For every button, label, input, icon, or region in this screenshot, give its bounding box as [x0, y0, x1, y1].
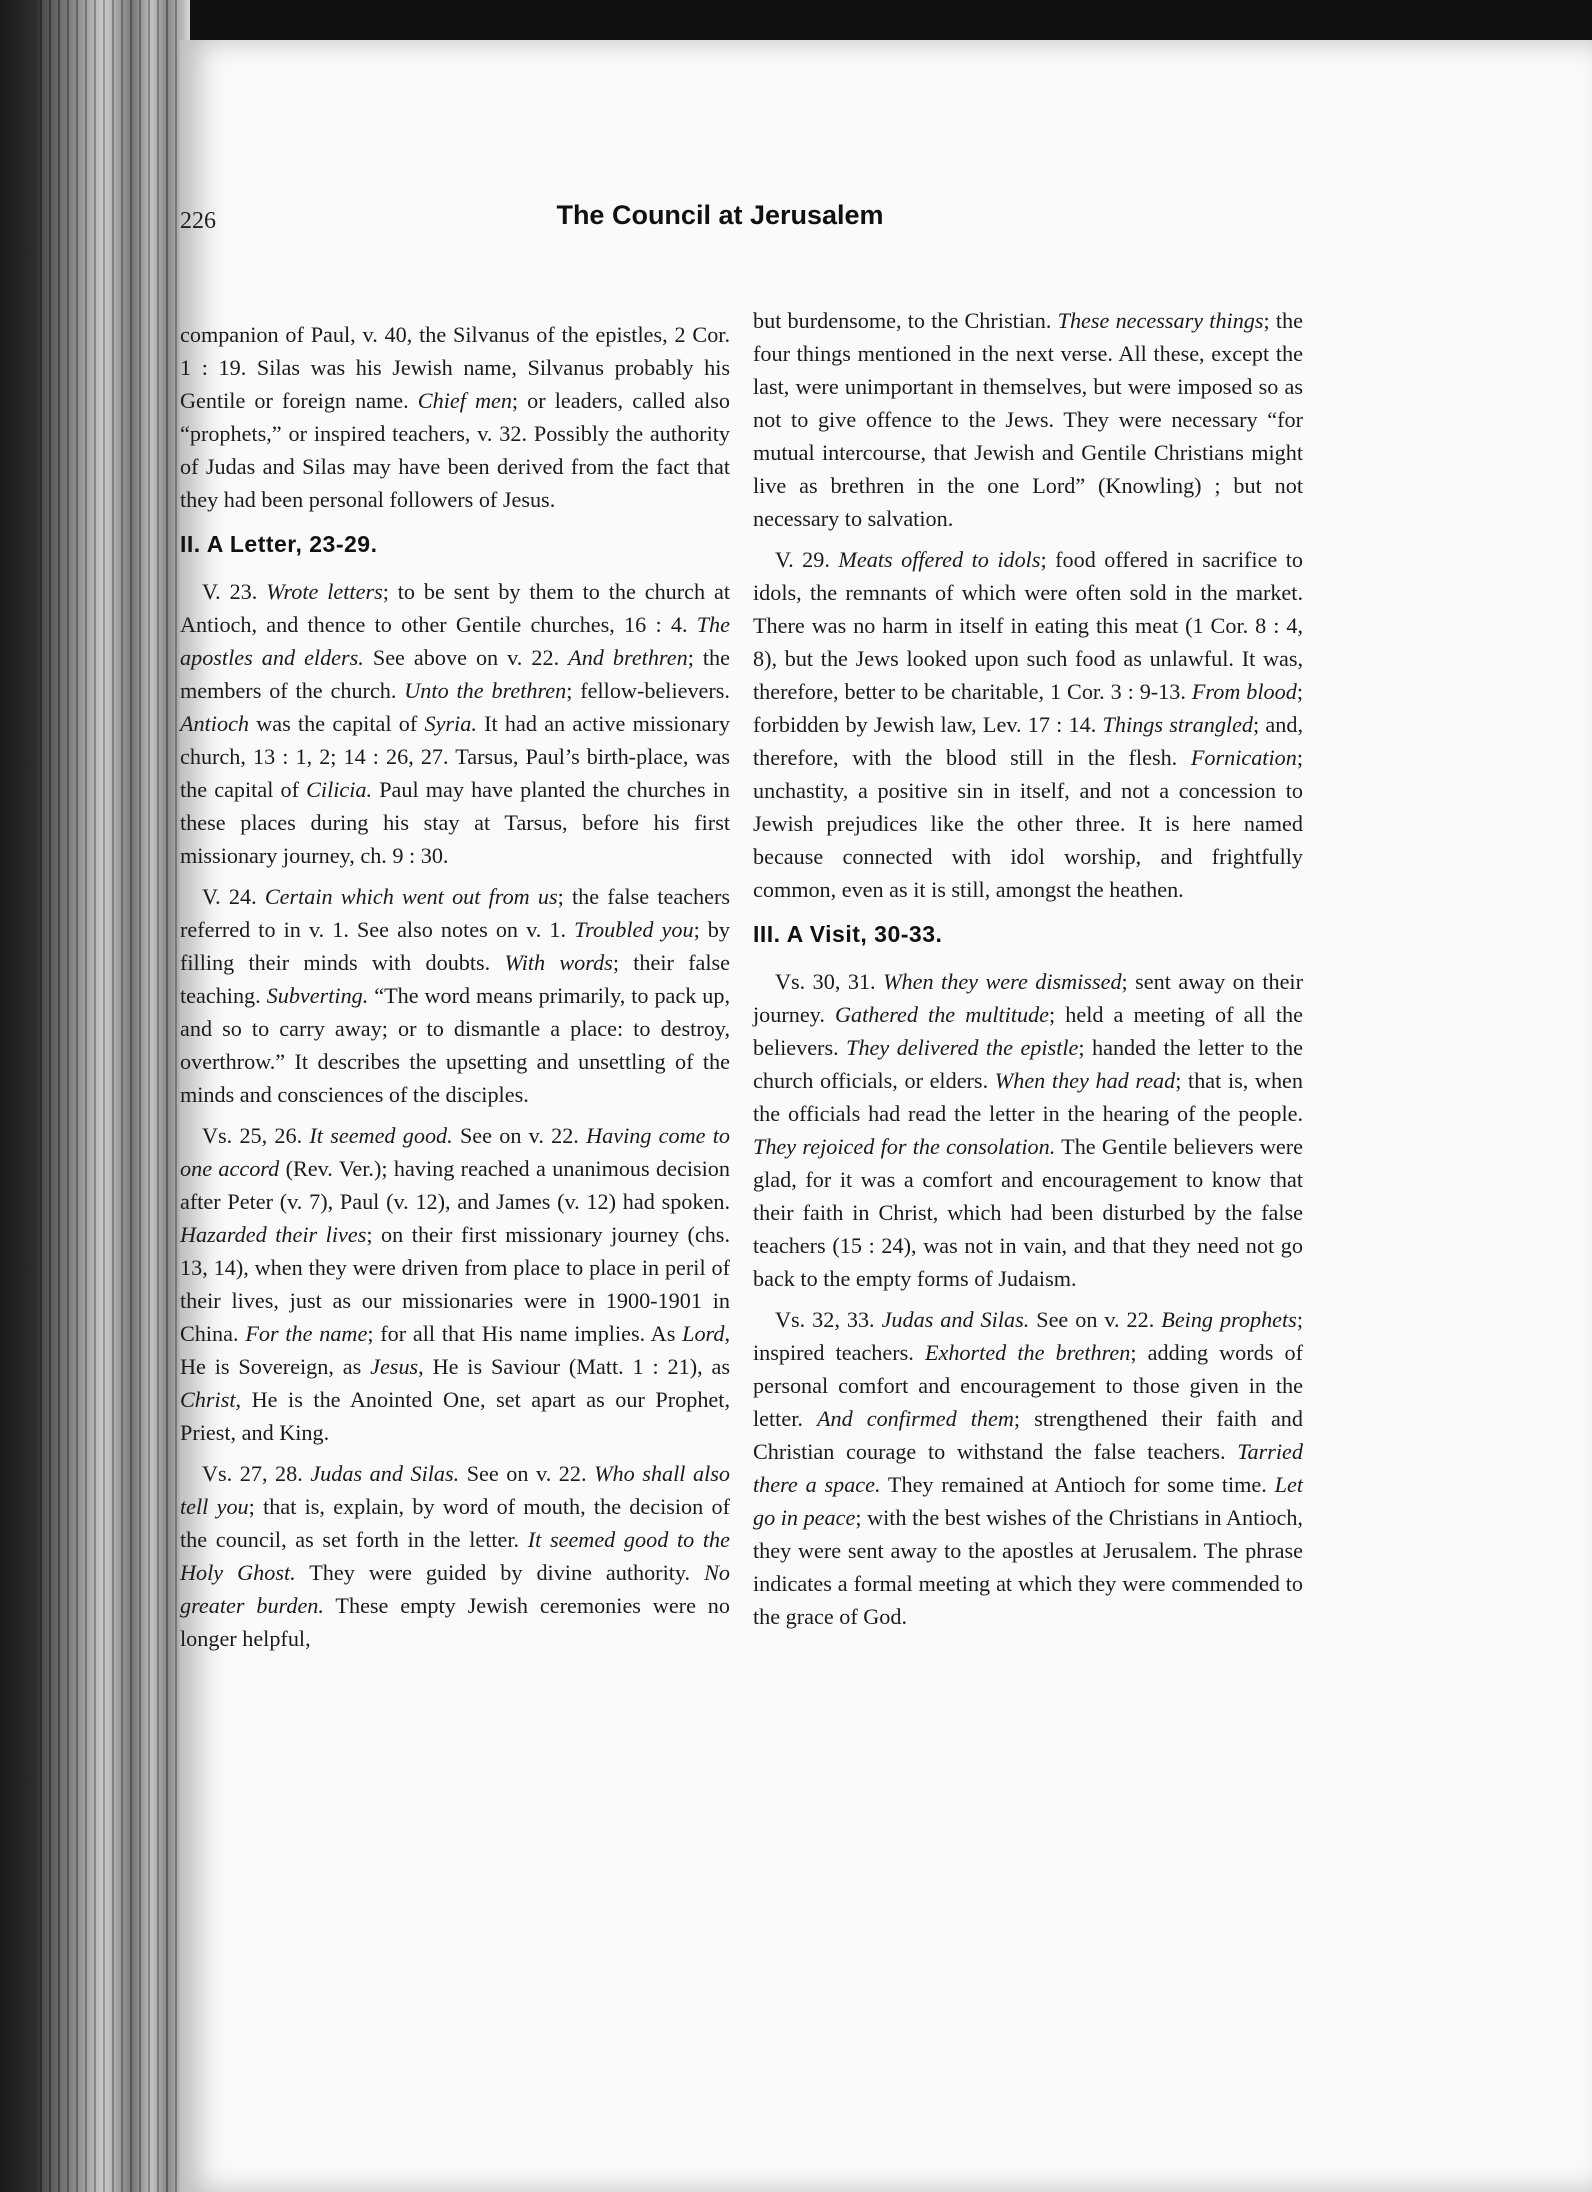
italic-term: Who shall also tell you	[180, 1461, 730, 1519]
paragraph	[753, 965, 1303, 1295]
text-run: ; by filling their minds with doubts.	[180, 917, 730, 975]
italic-term: Certain which went out from us	[264, 884, 558, 909]
italic-term: And brethren	[568, 645, 688, 670]
text-run: See on v. 22.	[459, 1461, 595, 1486]
text-run: ; or leaders, called also “prophets,” or inspired teachers, v. 32. Possibly the authority of Judas and Silas may have been derived from the fact that they had been personal followers of Jesus.	[180, 388, 730, 512]
italic-term: These necessary things	[1057, 308, 1264, 333]
text-run: ; the members of the church.	[180, 645, 731, 703]
italic-term: Christ	[180, 1387, 236, 1412]
text-run: Vs. 27, 28.	[202, 1461, 311, 1486]
italic-term: Chief men	[417, 388, 512, 413]
text-run: It had an active missionary church, 13 : 1, 2; 14 : 26, 27. Tarsus, Paul’s birth-place, was the capital of	[180, 711, 730, 802]
italic-term: Lord	[682, 1321, 725, 1346]
italic-term: Meats offered to idols	[838, 547, 1041, 572]
italic-term: Fornication	[1190, 745, 1297, 770]
italic-term: Things strangled	[1102, 712, 1254, 737]
text-run: ; that is, when the officials had read the letter in the hearing of the people.	[753, 1068, 1303, 1126]
text-run: ; held a meeting of all the believers.	[753, 1002, 1303, 1060]
italic-term: No greater burden.	[180, 1560, 730, 1618]
page-header	[180, 200, 1120, 250]
text-run: ; fellow-believers.	[566, 678, 730, 703]
text-run: companion of Paul, v. 40, the Silvanus of the epistles, 2 Cor. 1 : 19. Silas was his Jewish name, Silvanus probably his Gentile or foreign name.	[180, 322, 730, 413]
text-run: ; their false teaching.	[180, 950, 730, 1008]
italic-term: Judas and Silas.	[881, 1307, 1030, 1332]
text-run: Paul may have planted the churches in these places during his stay at Tarsus, before his first missionary journey, ch. 9 : 30.	[180, 777, 730, 868]
italic-term: Gathered the multitude	[834, 1002, 1050, 1027]
text-run: ; unchastity, a positive sin in itself, and not a concession to Jewish prejudices like the other three. It is here named because connected with idol worship, and frightfully common, even as it is still, amongst the heathen.	[753, 745, 1303, 902]
text-run: Vs. 25, 26.	[202, 1123, 310, 1148]
italic-term: They delivered the epistle	[846, 1035, 1079, 1060]
page-number: 226	[180, 208, 216, 234]
text-run: V. 23.	[202, 579, 267, 604]
paragraph	[753, 1303, 1303, 1633]
italic-term: When they had read	[994, 1068, 1176, 1093]
text-run: Vs. 32, 33.	[775, 1307, 882, 1332]
italic-term: Subverting.	[266, 983, 369, 1008]
italic-term: Cilicia.	[306, 777, 373, 802]
paragraph	[753, 304, 1303, 535]
text-run: ; on their first missionary journey (chs. 13, 14), when they were driven from place to place in peril of their lives, just as our missionaries were in 1900-1901 in China.	[180, 1222, 730, 1346]
text-run: was the capital of	[249, 711, 425, 736]
italic-term: Jesus	[370, 1354, 419, 1379]
italic-term: For the name	[245, 1321, 368, 1346]
text-run: , He is Saviour (Matt. 1 : 21), as	[418, 1354, 730, 1379]
text-run: (Rev. Ver.); having reached a unanimous decision after Peter (v. 7), Paul (v. 12), and James (v. 12) had spoken.	[180, 1156, 730, 1214]
text-run: ; handed the letter to the church officials, or elders.	[753, 1035, 1303, 1093]
text-run: ; food offered in sacrifice to idols, the remnants of which were often sold in the market. There was no harm in itself in eating this meat (1 Cor. 8 : 4, 8), but the Jews looked upon such food as unlawful. It was, therefore, better to be charitable, 1 Cor. 3 : 9-13.	[753, 547, 1304, 704]
text-run: ; that is, explain, by word of mouth, the decision of the council, as set forth in the letter.	[180, 1494, 730, 1552]
paragraph	[180, 880, 730, 1111]
text-run: See on v. 22.	[1029, 1307, 1162, 1332]
italic-term: Tarried there a space.	[753, 1439, 1303, 1497]
text-run: They remained at Antioch for some time.	[880, 1472, 1275, 1497]
italic-term: Syria.	[424, 711, 477, 736]
paragraph	[180, 1457, 730, 1655]
text-run: but burdensome, to the Christian.	[753, 308, 1058, 333]
italic-term: Being prophets	[1161, 1307, 1297, 1332]
text-run: These empty Jewish ceremonies were no longer helpful,	[180, 1593, 730, 1651]
section-heading: II. A Letter, 23-29.	[180, 531, 378, 557]
text-run: ; inspired teachers.	[753, 1307, 1303, 1365]
italic-term: Unto the brethren	[404, 678, 567, 703]
paragraph	[753, 543, 1303, 906]
text-run: ; strengthened their faith and Christian courage to withstand the false teachers.	[753, 1406, 1303, 1464]
paragraph	[180, 318, 730, 516]
text-run: V. 29.	[775, 547, 839, 572]
text-run: The Gentile believers were glad, for it was a comfort and encouragement to know that their faith in Christ, which had been disturbed by the false teachers (15 : 24), was not in vain, and that they need not go back to the empty forms of Judaism.	[753, 1134, 1303, 1291]
text-run: ; the four things mentioned in the next verse. All these, except the last, were unimportant in themselves, but were imposed so as not to give offence to the Jews. They were necessary “for mutual intercourse, that Jewish and Gentile Christians might live as brethren in the one Lord” (Knowling) ; but not necessary to salvation.	[753, 308, 1304, 531]
text-run: ; to be sent by them to the church at Antioch, and thence to other Gentile churches, 16 : 4.	[180, 579, 730, 637]
text-run: See above on v. 22.	[363, 645, 569, 670]
italic-term: It seemed good.	[309, 1123, 453, 1148]
italic-term: And confirmed them	[816, 1406, 1014, 1431]
text-run: Vs. 30, 31.	[775, 969, 884, 994]
italic-term: Wrote letters	[266, 579, 383, 604]
text-run: , He is Sovereign, as	[180, 1321, 730, 1379]
text-run: ; with the best wishes of the Christians in Antioch, they were sent away to the apostles at Jerusalem. The phrase indicates a formal meeting at which they were commended to the grace of God.	[753, 1505, 1303, 1629]
text-run: ; for all that His name implies. As	[367, 1321, 683, 1346]
running-title: The Council at Jerusalem	[556, 200, 884, 230]
text-run: They were guided by divine authority.	[295, 1560, 705, 1585]
page-edge-lines	[40, 0, 180, 2192]
italic-term: With words	[504, 950, 613, 975]
italic-term: Exhorted the brethren	[924, 1340, 1131, 1365]
text-run: ; adding words of personal comfort and encouragement to those given in the letter.	[753, 1340, 1303, 1431]
italic-term: Hazarded their lives	[180, 1222, 367, 1247]
italic-term: Having come to one accord	[180, 1123, 730, 1181]
text-run: ; sent away on their journey.	[753, 969, 1303, 1027]
italic-term: From blood	[1191, 679, 1297, 704]
italic-term: The apostles and elders.	[180, 612, 730, 670]
paragraph	[180, 575, 730, 872]
text-run: “The word means primarily, to pack up, and so to carry away; or to dismantle a place: to destroy, overthrow.” It describes the upsetting and unsettling of the minds and consciences of the disciples.	[180, 983, 731, 1107]
text-run: ; the false teachers referred to in v. 1. See also notes on v. 1.	[180, 884, 730, 942]
right-text-column	[753, 304, 1303, 1641]
text-run: , He is the Anointed One, set apart as our Prophet, Priest, and King.	[180, 1387, 730, 1445]
italic-term: Antioch	[180, 711, 250, 736]
left-text-column	[180, 318, 730, 1663]
italic-term: Judas and Silas.	[310, 1461, 460, 1486]
italic-term: It seemed good to the Holy Ghost.	[180, 1527, 730, 1585]
italic-term: Let go in peace	[753, 1472, 1303, 1530]
text-run: See on v. 22.	[452, 1123, 587, 1148]
text-run: V. 24.	[202, 884, 265, 909]
paragraph	[180, 1119, 730, 1449]
text-run: ; and, therefore, with the blood still in the flesh.	[753, 712, 1304, 770]
italic-term: Troubled you	[574, 917, 694, 942]
section-heading: III. A Visit, 30-33.	[753, 921, 943, 947]
italic-term: When they were dismissed	[883, 969, 1122, 994]
italic-term: They rejoiced for the consolation.	[753, 1134, 1056, 1159]
text-run: ; forbidden by Jewish law, Lev. 17 : 14.	[753, 679, 1303, 737]
